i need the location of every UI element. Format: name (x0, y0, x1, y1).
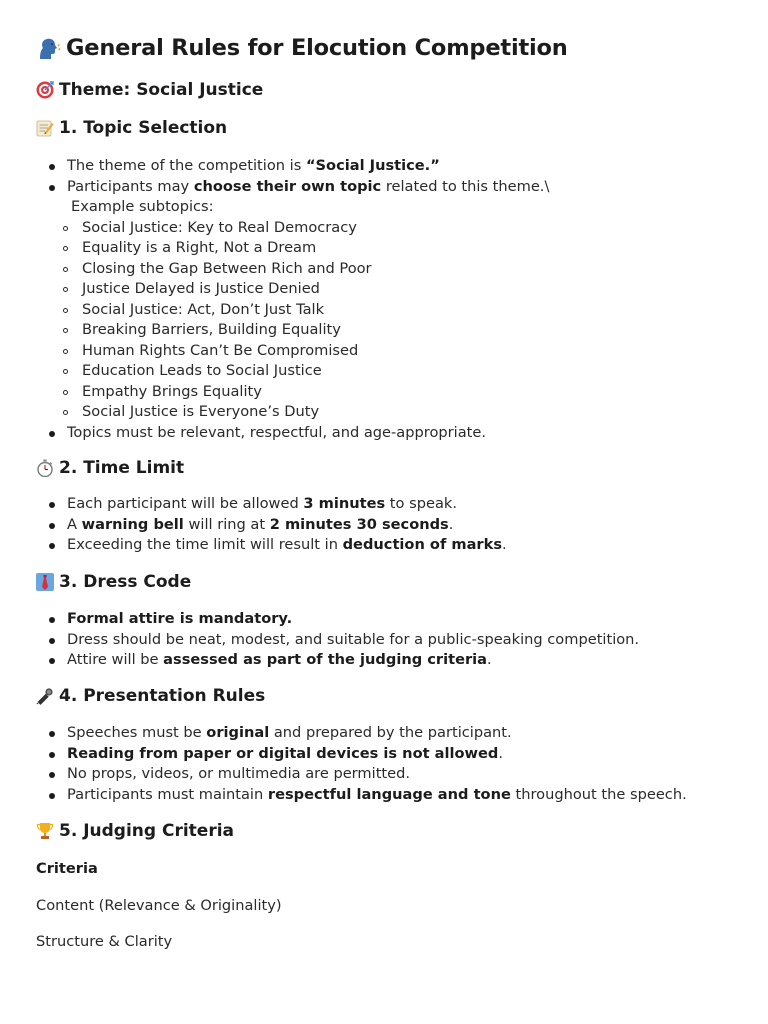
list-item (36, 744, 748, 765)
trophy-icon (36, 822, 54, 840)
list-item-text: Exceeding the time limit will result in (67, 536, 343, 553)
presentation-heading (36, 683, 265, 709)
theme-heading-text: Theme: Social Justice (59, 80, 264, 100)
theme-heading (36, 77, 263, 103)
list-item-text: related to this theme.\ (381, 177, 550, 195)
microphone-icon (36, 687, 54, 705)
list-item (36, 650, 748, 671)
time-heading (36, 455, 184, 481)
subtopic-item: Social Justice: Key to Real Democracy (59, 218, 748, 239)
list-item (36, 156, 748, 177)
page-title-text: General Rules for Elocution Competition (66, 35, 568, 61)
topic-heading (36, 115, 227, 141)
list-item-bold: warning bell (81, 515, 184, 533)
speaking-head-icon (36, 35, 62, 61)
list-item (36, 535, 748, 556)
subtopic-item: Empathy Brings Equality (59, 382, 748, 403)
subtopic-list (59, 218, 748, 423)
list-item-bold: Formal attire is mandatory. (67, 610, 293, 627)
list-item (36, 785, 748, 806)
list-item: Topics must be relevant, respectful, and age-appropriate. (36, 423, 748, 444)
list-item-text: and prepared by the participant. (269, 724, 512, 741)
list-item-text: to speak. (385, 495, 457, 512)
list-item (36, 494, 748, 515)
list-item-text: throughout the speech. (510, 785, 687, 803)
subtopic-item: Education Leads to Social Justice (59, 361, 748, 382)
criteria-label: Criteria (36, 860, 98, 877)
presentation-list (36, 723, 748, 805)
list-item-bold: assessed as part of the judging criteria (163, 651, 488, 668)
list-item-text: Participants must maintain (67, 785, 268, 803)
list-item-text: . (502, 536, 507, 553)
list-item-bold: original (206, 724, 270, 741)
criteria-row: Content (Relevance & Originality) (36, 897, 282, 914)
target-icon (36, 81, 54, 99)
subtopics-label: Example subtopics: (71, 198, 214, 215)
list-item: Dress should be neat, modest, and suitable for a public-speaking competition. (36, 630, 748, 651)
memo-icon (36, 119, 54, 137)
stopwatch-icon (36, 459, 54, 477)
list-item (36, 609, 748, 630)
list-item-bold: choose their own topic (193, 177, 382, 195)
list-item (36, 723, 748, 744)
necktie-icon (36, 573, 54, 591)
topic-list (36, 156, 748, 443)
judging-heading (36, 818, 234, 844)
list-item-text: . (487, 651, 492, 668)
list-item (36, 515, 748, 536)
presentation-heading-text: 4. Presentation Rules (59, 686, 266, 706)
list-item-text: A (67, 515, 82, 533)
dress-heading (36, 569, 191, 595)
list-item-bold: Reading from paper or digital devices is not allowed (67, 744, 499, 762)
dress-list (36, 609, 748, 671)
list-item-text: will ring at (183, 515, 270, 533)
subtopic-item: Justice Delayed is Justice Denied (59, 279, 748, 300)
subtopic-item: Breaking Barriers, Building Equality (59, 320, 748, 341)
list-item-text: . (448, 515, 454, 533)
list-item-text: . (498, 744, 503, 762)
subtopic-item: Closing the Gap Between Rich and Poor (59, 259, 748, 280)
list-item-text: Each participant will be allowed (67, 495, 304, 512)
list-item-text: Speeches must be (67, 724, 207, 741)
subtopic-item: Social Justice: Act, Don’t Just Talk (59, 300, 748, 321)
list-item-text: Participants may (67, 177, 194, 195)
subtopic-item: Equality is a Right, Not a Dream (59, 238, 748, 259)
subtopic-item: Human Rights Can’t Be Compromised (59, 341, 748, 362)
list-item-text: Attire will be (67, 651, 164, 668)
judging-heading-text: 5. Judging Criteria (59, 821, 235, 841)
page-title (36, 32, 568, 64)
list-item-bold: 3 minutes (303, 495, 386, 512)
list-item-text: The theme of the competition is (67, 157, 306, 174)
criteria-row: Structure & Clarity (36, 933, 173, 950)
list-item: No props, videos, or multimedia are permitted. (36, 764, 748, 785)
topic-heading-text: 1. Topic Selection (59, 118, 228, 138)
subtopic-item: Social Justice is Everyone’s Duty (59, 402, 748, 423)
time-list (36, 494, 748, 556)
list-item-bold: 2 minutes 30 seconds (269, 515, 449, 533)
list-item-bold: deduction of marks (342, 536, 503, 553)
list-item (36, 177, 748, 423)
list-item-bold: respectful language and tone (267, 785, 511, 803)
dress-heading-text: 3. Dress Code (59, 572, 192, 592)
time-heading-text: 2. Time Limit (59, 458, 185, 478)
list-item-bold: “Social Justice.” (305, 157, 440, 174)
